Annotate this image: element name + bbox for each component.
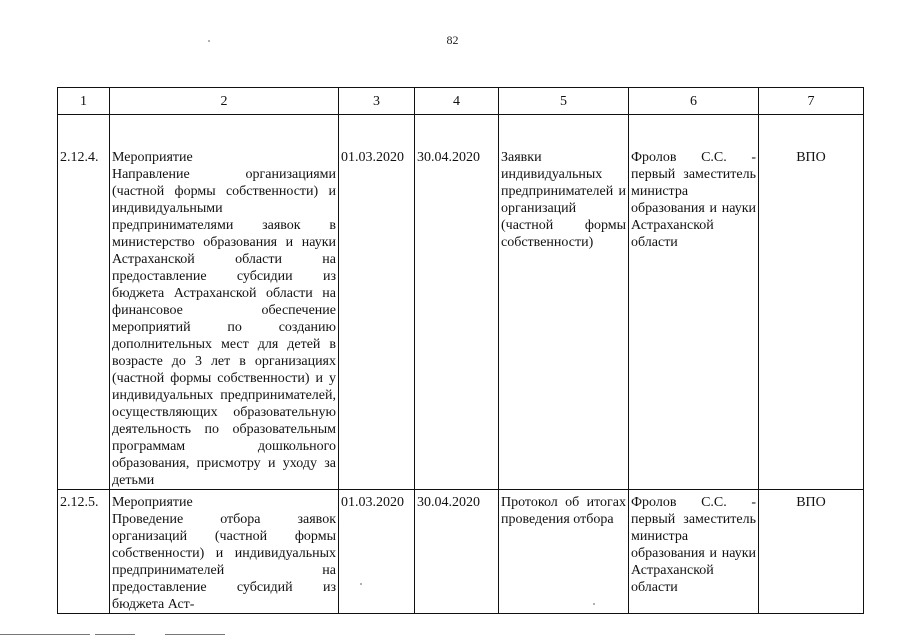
activity-title: Мероприятие xyxy=(112,150,193,165)
scan-speck xyxy=(593,603,595,605)
header-cell-6: 6 xyxy=(629,88,759,115)
activity-cell xyxy=(110,490,339,614)
result-cell: Протокол об итогах проведения отбора xyxy=(499,490,629,614)
plan-table xyxy=(57,87,864,614)
start-date: 01.03.2020 xyxy=(339,115,415,490)
header-cell-5: 5 xyxy=(499,88,629,115)
end-date: 30.04.2020 xyxy=(415,490,499,614)
result-cell: Заявки индивидуальных предпринимателей и организаций (частной формы собственности) xyxy=(499,115,629,490)
header-cell-4: 4 xyxy=(415,88,499,115)
source-cell: ВПО xyxy=(759,490,864,614)
responsible-cell: Фролов С.С. - первый заместитель министра образования и науки Астраханской области xyxy=(629,115,759,490)
header-cell-3: 3 xyxy=(339,88,415,115)
row-number: 2.12.4. xyxy=(58,115,110,490)
header-cell-7: 7 xyxy=(759,88,864,115)
header-cell-2: 2 xyxy=(110,88,339,115)
row-number: 2.12.5. xyxy=(58,490,110,614)
end-date: 30.04.2020 xyxy=(415,115,499,490)
start-date: 01.03.2020 xyxy=(339,490,415,614)
activity-description: Проведение отбора заявок организаций (частной формы собственности) и индивидуальных предпринимателей на предоставление субсидий из бюджета Аст- xyxy=(112,512,336,612)
page-number: 82 xyxy=(446,33,459,47)
table-row xyxy=(58,490,864,614)
scan-edge-line xyxy=(0,634,90,635)
activity-description: Направление организациями (частной формы собственности) и индивидуальными предпринимателями заявок в министерство образования и науки Астраханской области на предоставление субсидии из бюджета Астраханской области на финансовое обеспечение мероприятий по созданию дополнительных мест для детей в возрасте до 3 лет в организациях (частной формы собственности) и у индивидуальных предпринимателей, осуществляющих образовательную деятельность по образовательным программам дошкольного образования, присмотру и уходу за детьми xyxy=(112,167,336,488)
responsible-cell: Фролов С.С. - первый заместитель министра образования и науки Астраханской области xyxy=(629,490,759,614)
scan-edge-line xyxy=(165,634,225,635)
header-cell-1: 1 xyxy=(58,88,110,115)
scan-speck xyxy=(360,583,362,585)
scan-speck xyxy=(208,40,210,42)
header-row xyxy=(58,88,864,115)
source-cell: ВПО xyxy=(759,115,864,490)
activity-cell xyxy=(110,115,339,490)
table-row xyxy=(58,115,864,490)
activity-title: Мероприятие xyxy=(112,495,193,510)
scan-edge-line xyxy=(95,634,135,635)
